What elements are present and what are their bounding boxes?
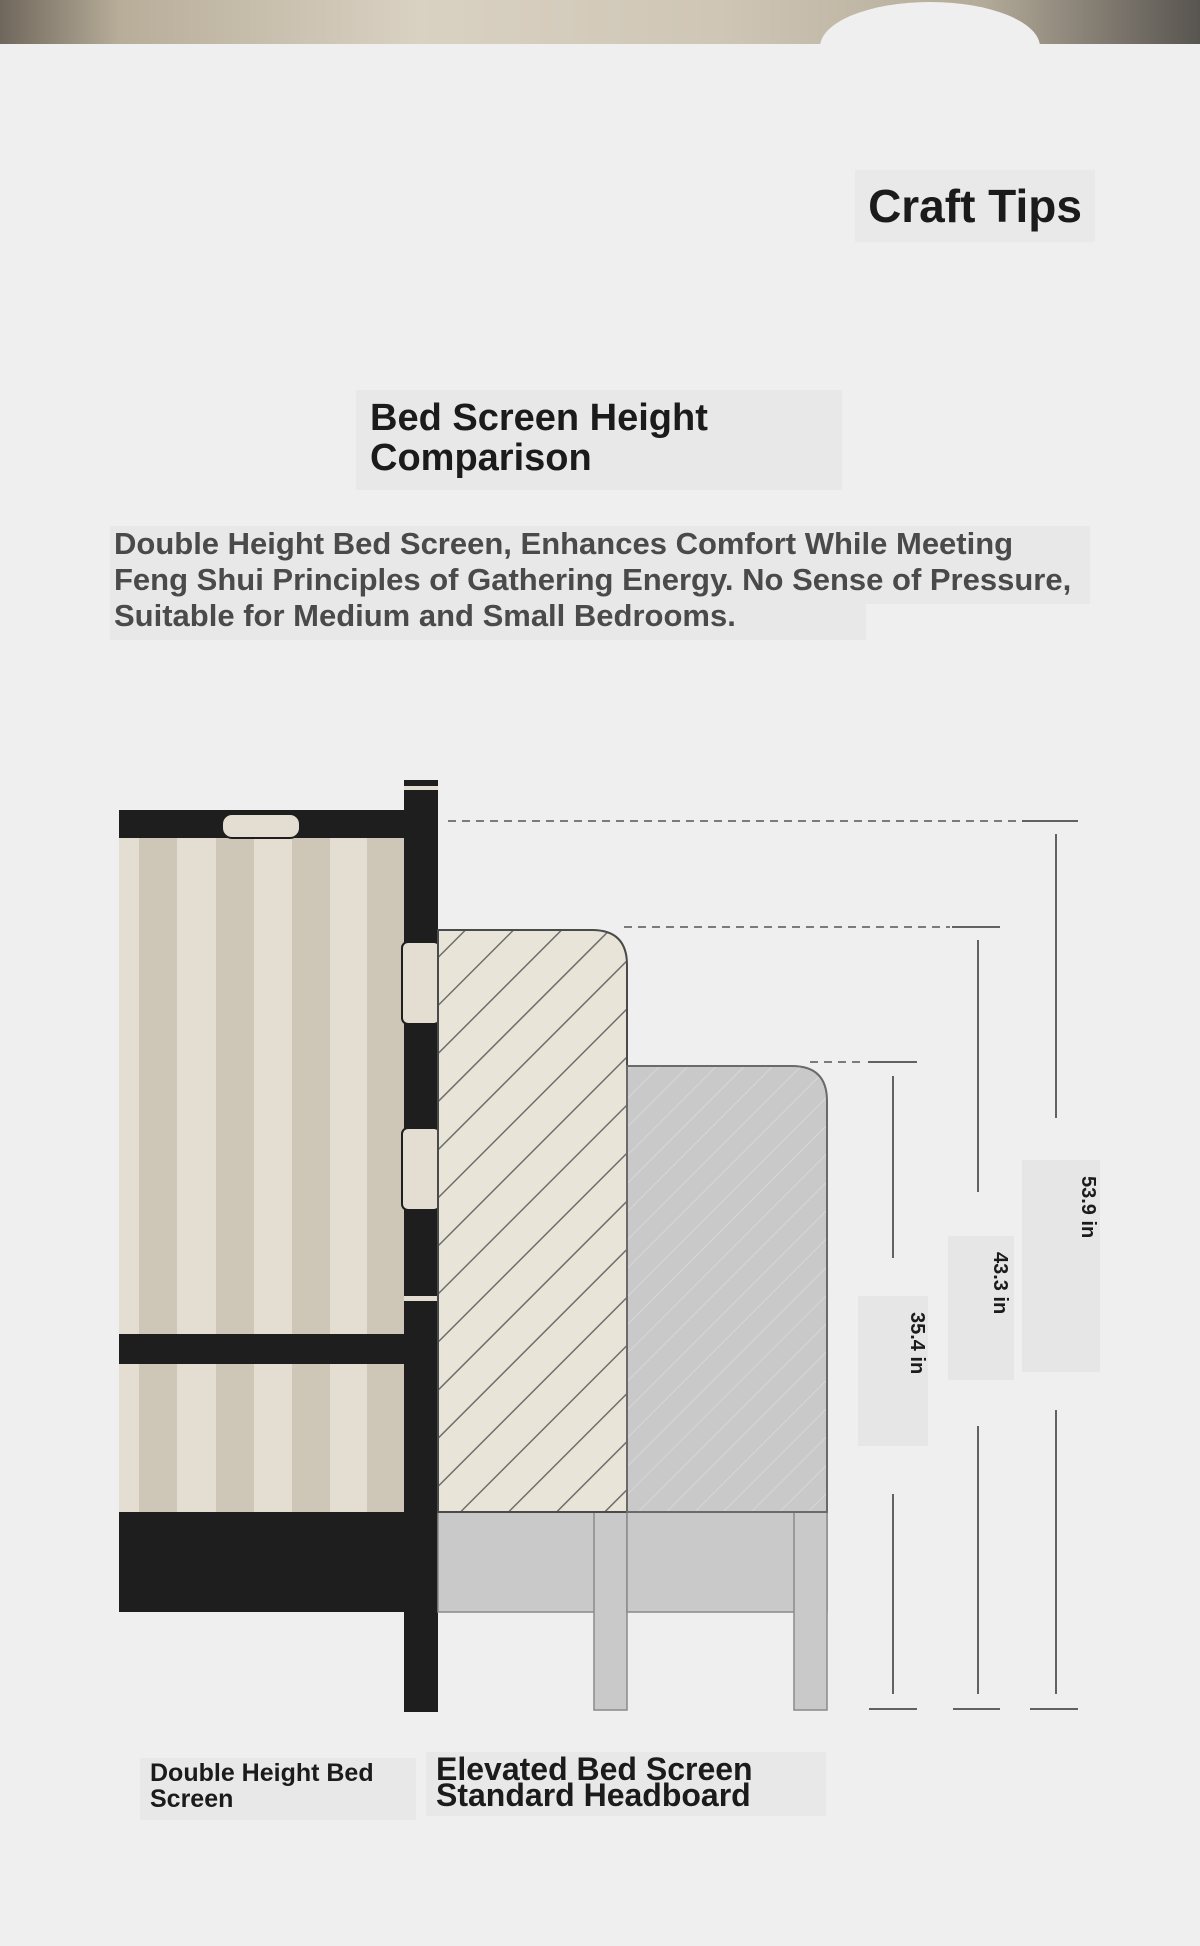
post-mark-line	[404, 1296, 438, 1301]
vertical-post	[404, 780, 438, 1712]
comparison-title-line1: Bed Screen Height	[370, 397, 708, 439]
legend-right-line2: Standard Headboard	[436, 1777, 751, 1813]
dimension-label-short: 35.4 in	[906, 1312, 928, 1375]
standard-headboard	[627, 1066, 827, 1710]
base-rail	[119, 1512, 409, 1612]
description-line2: Feng Shui Principles of Gathering Energy. No Sense of Pressure,	[114, 562, 1072, 597]
legend-left-line1: Double Height Bed	[150, 1759, 374, 1787]
description-line1: Double Height Bed Screen, Enhances Comfort While Meeting	[114, 526, 1014, 561]
post-clamp-upper	[402, 942, 440, 1024]
legend-right-line1: Elevated Bed Screen	[436, 1751, 753, 1787]
double-height-screen	[119, 780, 440, 1712]
section-title: Craft Tips	[855, 170, 1095, 242]
middle-rail	[119, 1334, 409, 1364]
legend-double-height	[140, 1758, 416, 1820]
dimension-label-medium: 43.3 in	[989, 1252, 1011, 1315]
post-clamp-lower	[402, 1128, 440, 1210]
legend-left-line2: Screen	[150, 1785, 234, 1813]
dimension-label-tall: 53.9 in	[1077, 1176, 1099, 1239]
legend-elevated-standard	[426, 1752, 826, 1816]
lower-striped-panel	[119, 1364, 405, 1512]
description-line3: Suitable for Medium and Small Bedrooms.	[114, 598, 736, 633]
top-rail-connector	[222, 814, 300, 838]
elevated-bed-screen	[438, 930, 627, 1710]
comparison-title-line2: Comparison	[370, 437, 592, 479]
upper-striped-panel	[119, 838, 405, 1334]
post-cap-line	[404, 786, 438, 790]
